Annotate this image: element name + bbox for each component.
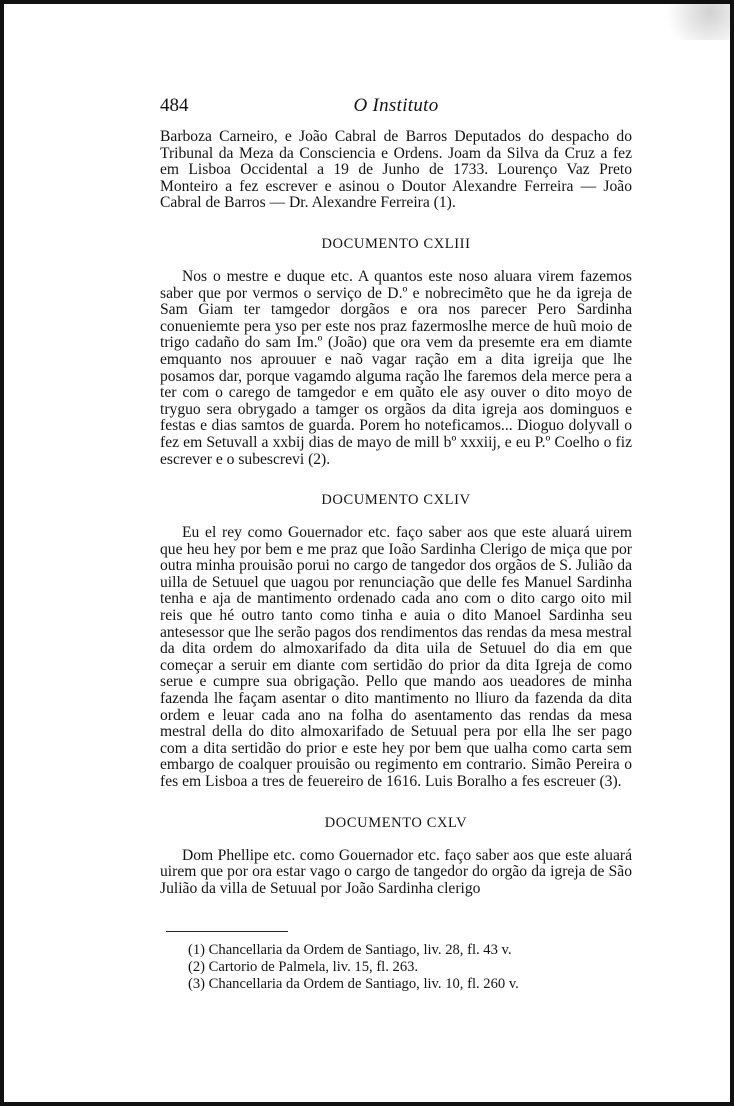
book-page: [160, 95, 632, 993]
document-text-cxliii: Nos o mestre e duque etc. A quantos este noso aluara virem fazemos saber que por vermos o serviço de D.º e nobrecimẽto que he da igreja de Sam Giam ter tamgedor dorgãos e ora nos parecer Pero Sardinha conueniemte pera yso per este nos praz fazermoslhe merce de huũ moio de trigo cadaño do sam Im.º (João) que ora vem da presemte era em diamte emquanto nos aprouuer e naõ vagar ração em a dita igreija que lhe posamos dar, porque vagamdo alguma ração lhe faremos dela merce pera a ter com o carego de tamgedor e em quãto ele asy ouver o dito moyo de tryguo sera obrygado a tamger os orgãos da dita igreja aos dominguos e festas e dias samtos de guarda. Porem ho noteficamos... Dioguo dolyvall o fez em Setuvall a xxbij dias de mayo de mill bº xxxiij, e eu P.º Coelho o fiz escrever e o subescrevi (2).: [160, 267, 632, 468]
intro-paragraph: Barboza Carneiro, e João Cabral de Barros Deputados do despacho do Tribunal da Meza da Consciencia e Ordens. Joam da Silva da Cruz a fez em Lisboa Occidental a 19 de Junho de 1733. Lourenço Vaz Preto Monteiro a fez escrever e asinou o Doutor Alexandre Ferreira — João Cabral de Barros — Dr. Alexandre Ferreira (1).: [160, 128, 632, 212]
document-text-cxliv: Eu el rey como Gouernador etc. faço saber aos que este aluará uirem que heu hey por bem e me praz que Ioão Sardinha Clerigo de miça que por outra minha prouisão porui no cargo de tangedor dos orgãos de S. Julião da uilla de Setuuel que uagou por renunciação que delle fes Manuel Sardinha tenha e aja de mantimento ordenado cada ano com o dito cargo oito mil reis que hé outro tanto como tinha e auia o dito Manoel Sardinha seu antesessor que lhe serão pagos dos rendimentos das rendas da mesa mestral da dita ordem do almoxarifado da dita uila de Setuuel do dia em que começar a seruir em diante com sertidão do prior da dita Igreja de como serue e cumpre sua obrigação. Pello que mando aos ueadores de minha fazenda lhe façam asentar o dito mantimento no lliuro da fazenda da dita ordem e leuar cada ano na folha do asentamento das rendas da mesa mestral della do dito almoxarifado de Setuual pera por ella lhe ser pago com a dita sertidão do prior e este hey por bem que ualha como carta sem embargo de coalquer prouisão ou regimento em contrario. Simão Pereira o fes em Lisboa a tres de feuereiro de 1616. Luis Boralho a fes escreuer (3).: [160, 524, 632, 790]
footnote-2: (2) Cartorio de Palmela, liv. 15, fl. 263.: [188, 959, 419, 976]
page-number: 484: [160, 95, 189, 116]
footnote-3: (3) Chancellaria da Ordem de Santiago, liv. 10, fl. 260 v.: [188, 976, 519, 993]
document-text-cxlv: Dom Phellipe etc. como Gouernador etc. faço saber aos que este aluará uirem que por ora estar vago o cargo de tangedor do orgão da igreja de São Julião da villa de Setuual por João Sardinha clerigo: [160, 846, 632, 897]
document-heading-cxliv: DOCUMENTO CXLIV: [321, 492, 471, 509]
document-heading-cxliii: DOCUMENTO CXLIII: [321, 235, 471, 252]
journal-title: O Instituto: [353, 95, 439, 116]
document-heading-cxlv: DOCUMENTO CXLV: [324, 814, 468, 831]
running-head: [160, 95, 632, 123]
footnote-1: (1) Chancellaria da Ordem de Santiago, liv. 28, fl. 43 v.: [188, 942, 512, 959]
footnote-divider: [166, 931, 288, 932]
scan-artifact: [654, 0, 734, 40]
footnotes: [188, 942, 632, 993]
